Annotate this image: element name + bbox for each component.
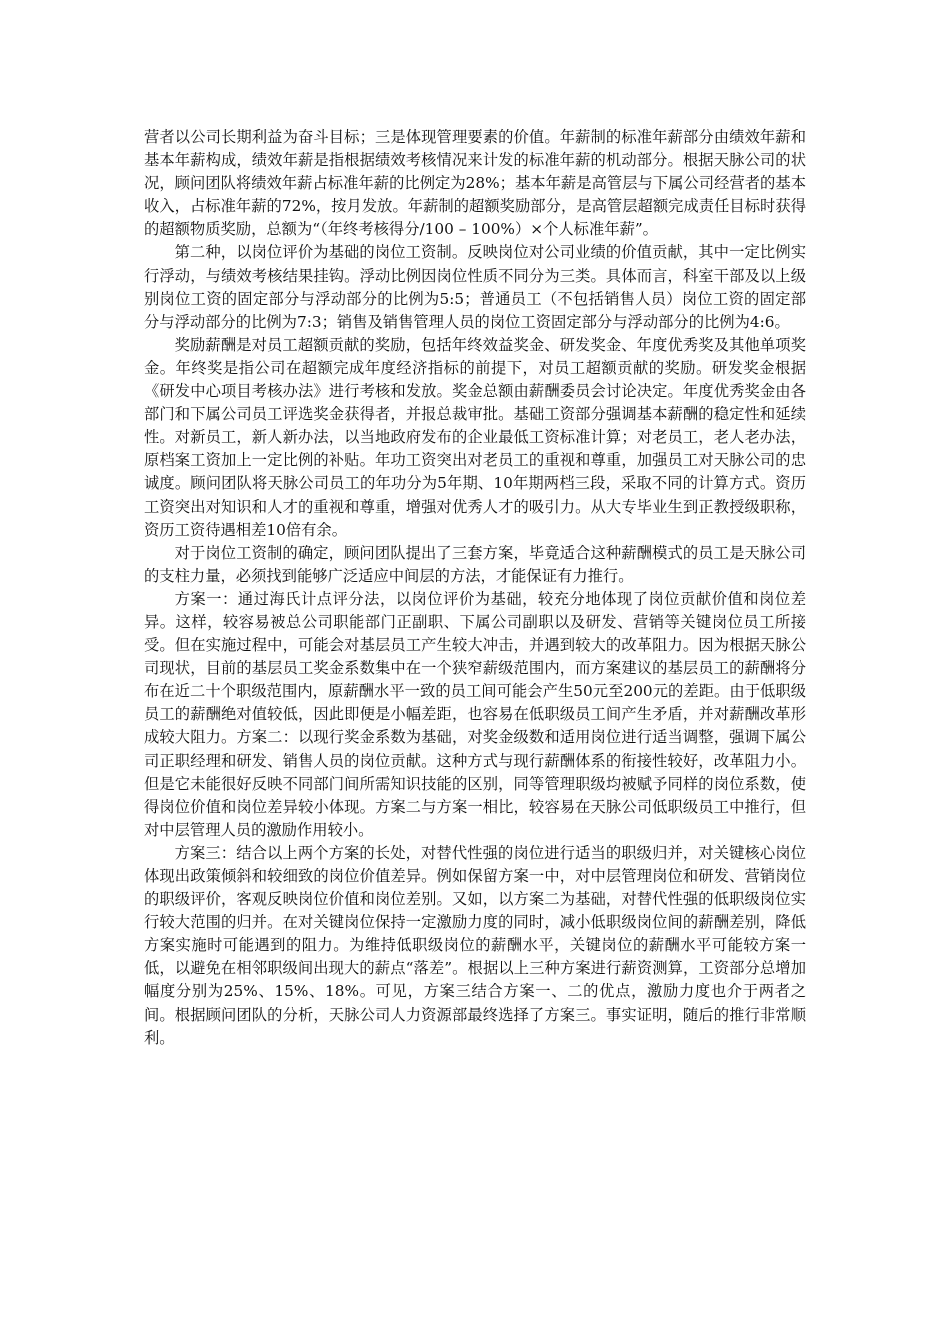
- paragraph-position-salary: 第二种，以岗位评价为基础的岗位工资制。反映岗位对公司业绩的价值贡献，其中一定比例实行浮动，与绩效考核结果挂钩。浮动比例因岗位性质不同分为三类。具体而言，科室干部及以上级别岗位工资的固定部分与浮动部分的比例为5:5；普通员工（不包括销售人员）岗位工资的固定部分与浮动部分的比例为7:3；销售及销售管理人员的岗位工资固定部分与浮动部分的比例为4:6。: [144, 243, 806, 331]
- paragraph-plan-one-two: 方案一：通过海氏计点评分法，以岗位评价为基础，较充分地体现了岗位贡献价值和岗位差异。这样，较容易被总公司职能部门正副职、下属公司副职以及研发、营销等关键岗位员工所接受。但在实施过程中，可能会对基层员工产生较大冲击，并遇到较大的改革阻力。因为根据天脉公司现状，目前的基层员工奖金系数集中在一个狭窄薪级范围内，而方案建议的基层员工的薪酬将分布在近二十个职级范围内，原薪酬水平一致的员工间可能会产生50元至200元的差距。由于低职级员工的薪酬绝对值较低，因此即便是小幅差距，也容易在低职级员工间产生矛盾，并对薪酬改革形成较大阻力。方案二：以现行奖金系数为基础，对奖金级数和适用岗位进行适当调整，强调下属公司正职经理和研发、销售人员的岗位贡献。这种方式与现行薪酬体系的衔接性较好，改革阻力小。但是它未能很好反映不同部门间所需知识技能的区别，同等管理职级均被赋予同样的岗位系数，使得岗位价值和岗位差异较小体现。方案二与方案一相比，较容易在天脉公司低职级员工中推行，但对中层管理人员的激励作用较小。: [144, 589, 806, 839]
- paragraph-annual-salary-continuation: 营者以公司长期利益为奋斗目标；三是体现管理要素的价值。年薪制的标准年薪部分由绩效年薪和基本年薪构成，绩效年薪是指根据绩效考核情况来计发的标准年薪的机动部分。根据天脉公司的状况，顾问团队将绩效年薪占标准年薪的比例定为28%；基本年薪是高管层与下属公司经营者的基本收入，占标准年薪的72%，按月发放。年薪制的超额奖励部分，是高管层超额完成责任目标时获得的超额物质奖励，总额为“（年终考核得分/100 – 100%）×个人标准年薪”。: [144, 128, 806, 239]
- paragraph-reward-salary: 奖励薪酬是对员工超额贡献的奖励，包括年终效益奖金、研发奖金、年度优秀奖及其他单项奖金。年终奖是指公司在超额完成年度经济指标的前提下，对员工超额贡献的奖励。研发奖金根据《研发中心项目考核办法》进行考核和发放。奖金总额由薪酬委员会讨论决定。年度优秀奖金由各部门和下属公司员工评选奖金获得者，并报总裁审批。基础工资部分强调基本薪酬的稳定性和延续性。对新员工，新人新办法，以当地政府发布的企业最低工资标准计算；对老员工，老人老办法，原档案工资加上一定比例的补贴。年功工资突出对老员工的重视和尊重，加强员工对天脉公司的忠诚度。顾问团队将天脉公司员工的年功分为5年期、10年期两档三段，采取不同的计算方式。资历工资突出对知识和人才的重视和尊重，增强对优秀人才的吸引力。从大专毕业生到正教授级职称，资历工资待遇相差10倍有余。: [144, 335, 806, 539]
- paragraph-three-plans-intro: 对于岗位工资制的确定，顾问团队提出了三套方案，毕竟适合这种薪酬模式的员工是天脉公司的支柱力量，必须找到能够广泛适应中间层的方法，才能保证有力推行。: [144, 543, 806, 585]
- paragraph-plan-three: 方案三：结合以上两个方案的长处，对替代性强的岗位进行适当的职级归并，对关键核心岗位体现出政策倾斜和较细致的岗位价值差异。例如保留方案一中，对中层管理岗位和研发、营销岗位的职级评价，客观反映岗位价值和岗位差别。又如，以方案二为基础，对替代性强的低职级岗位实行较大范围的归并。在对关键岗位保持一定激励力度的同时，减小低职级岗位间的薪酬差别，降低方案实施时可能遇到的阻力。为维持低职级岗位的薪酬水平，关键岗位的薪酬水平可能较方案一低，以避免在相邻职级间出现大的薪点“落差”。根据以上三种方案进行薪资测算，工资部分总增加幅度分别为25%、15%、18%。可见，方案三结合方案一、二的优点，激励力度也介于两者之间。根据顾问团队的分析，天脉公司人力资源部最终选择了方案三。事实证明，随后的推行非常顺利。: [144, 843, 806, 1047]
- document-page: [144, 126, 806, 1050]
